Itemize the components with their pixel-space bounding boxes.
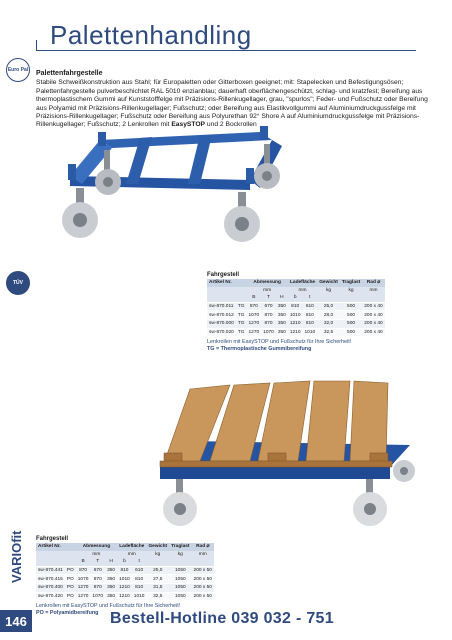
cell: 1070 <box>248 312 260 318</box>
sub-t: T <box>261 294 276 302</box>
col-traglast: Traglast <box>341 280 361 286</box>
unit-gewicht: kg <box>317 287 340 295</box>
unit-ladeflaeche: mm <box>117 551 146 559</box>
cell: 810 <box>117 566 132 575</box>
cell: 870 <box>261 311 276 320</box>
easystop-brand: EasySTOP <box>171 121 206 129</box>
unit-traglast: kg <box>340 287 362 295</box>
table-row <box>36 566 214 575</box>
cell: 200 x 40 <box>364 304 383 310</box>
cell: 200 x 40 <box>364 312 383 318</box>
cell: 670 <box>261 302 276 311</box>
cell: 1070 <box>263 329 274 335</box>
cell: 500 <box>340 311 362 320</box>
unit-blank <box>36 551 76 559</box>
sub-b: B <box>246 294 261 302</box>
order-hotline: Bestell-Hotline 039 032 - 751 <box>110 610 334 627</box>
cell: 350 <box>107 568 116 574</box>
spec-table <box>207 279 385 336</box>
sub-lb: b <box>117 558 132 566</box>
cell: PO <box>66 585 74 591</box>
cell: 200 x 50 <box>193 576 212 582</box>
cell: sw-870.415 <box>38 576 63 582</box>
table-notes <box>207 339 385 352</box>
cell: 1210 <box>119 585 130 591</box>
cell: 200 x 40 <box>364 321 383 327</box>
cell: 500 <box>340 302 362 311</box>
col-abmessung: Abmessung <box>76 543 117 551</box>
note-easystop: Lenkrollen mit EasySTOP und Fußschutz für Ihre Sicherheit! <box>207 339 352 346</box>
cell: PO <box>66 568 74 574</box>
cell: 350 <box>107 576 116 582</box>
unit-rad: mm <box>192 551 214 559</box>
cell: 870 <box>90 583 105 592</box>
cell: 1050 <box>169 583 191 592</box>
col-abmessung: Abmessung <box>246 279 287 287</box>
col-artikel: Artikel Nr. <box>36 543 76 551</box>
cell: 810 <box>288 302 303 311</box>
cell: 32,5 <box>317 328 340 336</box>
tuv-badge-icon <box>6 271 30 295</box>
product-heading: Palettenfahrgestelle <box>36 70 103 77</box>
cell: 27,5 <box>146 575 169 584</box>
cell: 32,5 <box>146 592 169 600</box>
cell: 1270 <box>77 585 89 591</box>
cell: 870 <box>76 566 91 575</box>
cell: 610 <box>132 566 147 575</box>
sub-blank-2 <box>317 294 384 302</box>
text-pre: Stabile Schweißkonstruktion aus Stahl; für Europaletten oder Gitterboxen geeignet; mit: Stapelecken und Befestigungsösen; Palettenfahrgestelle pulverbeschichtet RAL 5010 enzianblau; dauerhaft oberflächengeschützt, schlag- und kratzfest; Bereifung aus thermoplastischem Gummi auf Kunststofffelge mit Präzisions-Rillenkugellager, grau, "spurlos"; Feder- und Fußschutz oder Bereifung aus Polyamid mit Präzisions-Rillenkugellager; Fußschutz; oder Bereifung aus Elastikvollgummi auf Aluminiumdruckgussfelge mit Präzisions-Rillenkugellager; Fußschutz oder Bereifung aus Polyurethan 92° Shore A auf Aluminiumdruckgussfelge mit Präzisions-Rillenkugellager; Fußschutz; 2 Lenkrollen mit <box>36 79 428 129</box>
table-row <box>207 328 385 336</box>
cell: 200 x 50 <box>193 568 212 574</box>
table-row <box>36 575 214 584</box>
col-gewicht: Gewicht <box>319 280 338 286</box>
page-number: 146 <box>0 610 32 632</box>
col-ladeflaeche: Ladefläche <box>117 543 146 551</box>
note-easystop: Lenkrollen mit EasySTOP und Fußschutz für Ihre Sicherheit! <box>36 603 181 610</box>
table-row <box>207 311 385 320</box>
cell: sw-870.420 <box>38 593 63 599</box>
cell: 1270 <box>77 593 89 599</box>
cell: 500 <box>340 328 362 336</box>
cell: 350 <box>107 593 116 599</box>
cell: 1010 <box>133 593 145 599</box>
cell: 28,0 <box>317 311 340 320</box>
unit-abmessung: mm <box>246 287 287 295</box>
unit-blank <box>207 287 246 295</box>
cell: 670 <box>90 566 105 575</box>
cell: 1070 <box>77 576 89 582</box>
variofit-logo-text: VARIOfit <box>9 530 24 583</box>
unit-traglast: kg <box>169 551 191 559</box>
page-header <box>36 20 416 50</box>
note-legend: TG = Thermoplastische Gummibereifung <box>207 345 312 352</box>
col-rad: Rad ⌀ <box>192 543 214 551</box>
euro-pal-badge-label: Euro Pal <box>7 67 29 73</box>
table-row <box>36 583 214 592</box>
col-traglast: Traglast <box>171 544 190 550</box>
col-ladeflaeche: Ladefläche <box>288 279 317 287</box>
tuv-badge-label: TÜV <box>13 280 23 286</box>
cell: sw-870.441 <box>38 568 63 574</box>
spec-table <box>36 543 214 600</box>
sub-h: H <box>276 294 288 302</box>
col-gewicht: Gewicht <box>148 544 168 550</box>
cell: 1070 <box>92 593 104 599</box>
title-rule <box>36 50 416 51</box>
variofit-logo <box>3 525 29 585</box>
unit-rad: mm <box>362 287 384 295</box>
cell: 1050 <box>169 566 191 575</box>
cell: TG <box>237 321 245 327</box>
cell: 1210 <box>289 329 301 335</box>
page-title: Palettenhandling <box>50 20 252 50</box>
col-rad: Rad ⌀ <box>362 279 384 287</box>
text-post: und 2 Bockrollen <box>205 121 257 129</box>
cell: PO <box>66 593 74 599</box>
table-caption: Fahrgestell <box>207 272 240 278</box>
cell: 810 <box>132 575 147 584</box>
cell: 1010 <box>119 576 130 582</box>
cell: 25,0 <box>317 302 340 311</box>
title-hook-line <box>36 40 47 50</box>
cell: 200 x 50 <box>193 593 212 599</box>
cell: 350 <box>277 304 286 310</box>
col-artikel: Artikel Nr. <box>207 279 246 287</box>
cell: PO <box>66 576 74 582</box>
cell: sw-870.000 <box>209 321 234 327</box>
cell: 870 <box>90 575 105 584</box>
cell: sw-870.020 <box>209 329 234 335</box>
cell: 1010 <box>289 312 301 318</box>
cell: TG <box>237 312 245 318</box>
table-row <box>207 302 385 311</box>
cell: 200 x 40 <box>364 329 383 335</box>
table-row <box>36 592 214 600</box>
cell: 200 x 50 <box>193 585 212 591</box>
cell: sw-870.400 <box>38 585 63 591</box>
cell: 350 <box>277 312 286 318</box>
sub-b: B <box>76 558 91 566</box>
cell: 870 <box>246 302 261 311</box>
sub-blank <box>36 558 76 566</box>
cell: TG <box>237 304 245 310</box>
cell: 1210 <box>119 593 130 599</box>
cell: 1050 <box>169 575 191 584</box>
cell: 810 <box>132 583 147 592</box>
cell: 610 <box>303 302 318 311</box>
sub-blank <box>207 294 246 302</box>
cell: 810 <box>303 311 318 320</box>
cell: 32,0 <box>317 319 340 328</box>
table-caption: Fahrgestell <box>36 536 69 542</box>
unit-gewicht: kg <box>146 551 169 559</box>
unit-ladeflaeche: mm <box>288 287 317 295</box>
cell: 350 <box>107 585 116 591</box>
note-legend: PO = Polyamidbereifung <box>36 609 99 616</box>
spec-table-tg <box>207 272 385 352</box>
cell: 810 <box>303 319 318 328</box>
cell: 1050 <box>169 592 191 600</box>
euro-pal-badge-icon <box>6 58 30 82</box>
table-row <box>207 319 385 328</box>
cell: 350 <box>277 321 286 327</box>
sub-h: H <box>105 558 117 566</box>
sub-lt: t <box>303 294 318 302</box>
cell: 500 <box>340 319 362 328</box>
cell: 1210 <box>289 321 301 327</box>
cell: sw-870.011 <box>207 302 236 311</box>
cell: 350 <box>277 329 286 335</box>
cell: TG <box>237 329 245 335</box>
trolley-frame-photo <box>60 118 310 268</box>
cell: sw-870.012 <box>209 312 234 318</box>
sub-blank-2 <box>146 558 213 566</box>
sub-lb: b <box>288 294 303 302</box>
sub-lt: t <box>132 558 147 566</box>
cell: 1010 <box>304 329 316 335</box>
cell: 1270 <box>248 329 260 335</box>
cell: 31,5 <box>146 583 169 592</box>
cell: 1270 <box>248 321 260 327</box>
sub-t: T <box>90 558 105 566</box>
cell: 25,0 <box>146 566 169 575</box>
unit-abmessung: mm <box>76 551 117 559</box>
cell: 870 <box>261 319 276 328</box>
trolley-with-pallet-photo <box>130 375 430 545</box>
spec-table-po <box>36 536 214 616</box>
